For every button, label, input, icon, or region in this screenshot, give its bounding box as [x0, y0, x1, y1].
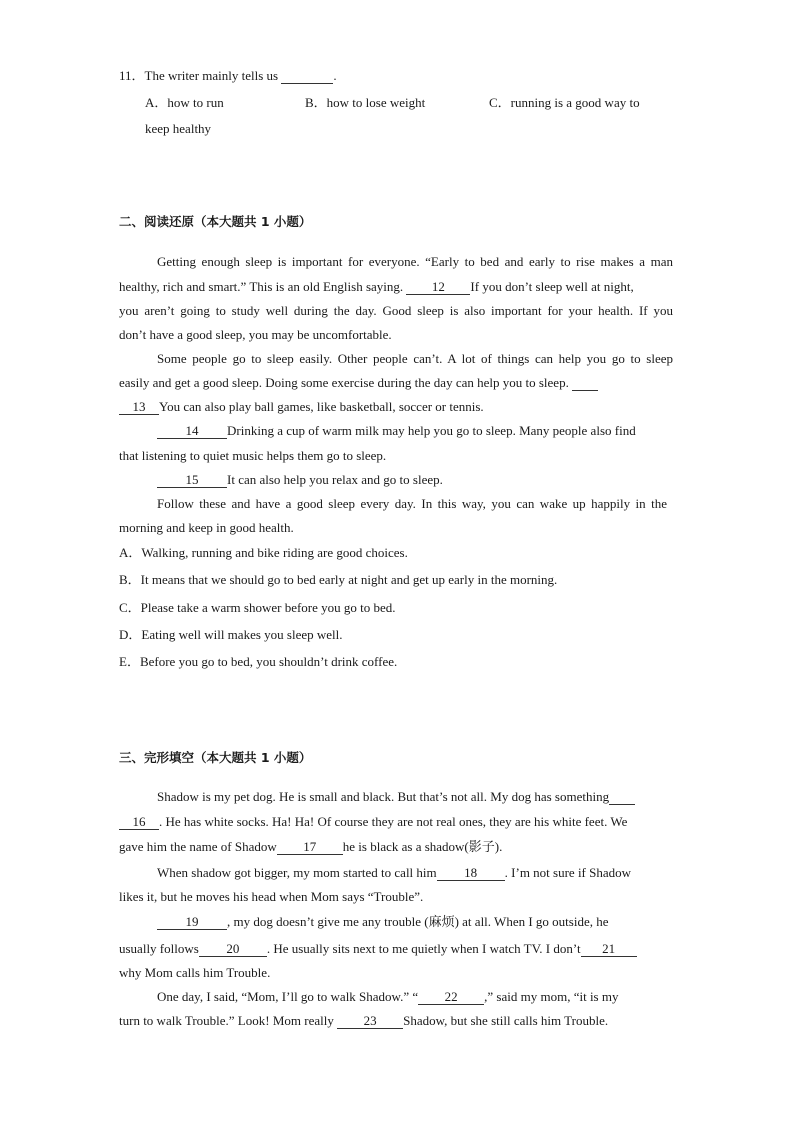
- choice-letter: E．: [119, 654, 140, 669]
- choice-text: It means that we should go to bed early at night and get up early in the morning.: [140, 572, 558, 587]
- passage-line: [119, 1012, 608, 1030]
- question-11-stem: 11．The writer mainly tells us .: [119, 68, 337, 83]
- passage-text: You can also play ball games, like basketball, soccer or tennis.: [159, 399, 484, 414]
- passage-line: [119, 940, 637, 958]
- blank-14: 14: [157, 424, 227, 439]
- choice-d: [119, 626, 342, 644]
- option-c: [489, 94, 640, 112]
- passage-text: . He usually sits next to me quietly when I watch TV. I don’t: [266, 941, 581, 956]
- passage-line: [157, 788, 635, 806]
- passage-line: [119, 278, 634, 296]
- passage-text: One day, I said, “Mom, I’ll go to walk Shadow.” “: [157, 989, 419, 1004]
- blank-21: 21: [581, 942, 637, 957]
- option-c-continued: keep healthy: [145, 121, 212, 136]
- passage-line: you aren’t going to study well during the day. Good sleep is also important for your health. If you: [119, 303, 673, 318]
- passage-line: [119, 374, 598, 392]
- blank-16-start: [609, 790, 635, 805]
- choice-text: Please take a warm shower before you go to bed.: [140, 600, 396, 615]
- question-stem: The writer mainly tells us: [144, 68, 279, 83]
- choice-letter: D．: [119, 627, 142, 642]
- passage-text: It can also help you relax and go to sleep.: [227, 472, 443, 487]
- choice-text: Before you go to bed, you shouldn’t drink coffee.: [139, 654, 398, 669]
- passage-text: easily and get a good sleep. Doing some exercise during the day can help you to sleep.: [119, 375, 569, 390]
- choice-letter: B．: [119, 572, 141, 587]
- passage-text: Drinking a cup of warm milk may help you go to sleep. Many people also find: [227, 423, 636, 438]
- passage-line: [119, 398, 484, 416]
- passage-text: Shadow, but she still calls him Trouble.: [403, 1013, 609, 1028]
- section-2-title: 二、阅读还原（本大题共 1 小题）: [119, 214, 312, 229]
- option-letter: B．: [305, 95, 327, 110]
- passage-line: [119, 813, 627, 831]
- choice-text: Walking, running and bike riding are good choices.: [141, 545, 408, 560]
- passage-line: that listening to quiet music helps them go to sleep.: [119, 448, 387, 463]
- section-3-title: 三、完形填空（本大题共 1 小题）: [119, 750, 312, 765]
- option-text: how to lose weight: [326, 95, 426, 110]
- passage-line: [157, 471, 443, 489]
- choice-e: [119, 653, 397, 671]
- choice-c: [119, 599, 396, 617]
- passage-line: Getting enough sleep is important for everyone. “Early to bed and early to rise makes a man: [157, 254, 673, 269]
- passage-text: , my dog doesn’t give me any trouble (麻烦) at all. When I go outside, he: [227, 914, 609, 929]
- question-number: 11．: [119, 68, 145, 83]
- passage-line: [119, 838, 502, 856]
- choice-letter: A．: [119, 545, 142, 560]
- blank-13: 13: [119, 400, 159, 415]
- blank-12: 12: [406, 280, 470, 295]
- passage-text: ,” said my mom, “it is my: [484, 989, 619, 1004]
- passage-line: [157, 422, 636, 440]
- passage-text: . He has white socks. Ha! Ha! Of course they are not real ones, they are his white feet. We: [159, 814, 628, 829]
- passage-line: [157, 913, 609, 931]
- blank-23: 23: [337, 1014, 403, 1029]
- option-letter: A．: [145, 95, 168, 110]
- passage-line: Some people go to sleep easily. Other people can’t. A lot of things can help you go to sleep: [157, 351, 673, 366]
- passage-line: [157, 988, 618, 1006]
- passage-text: gave him the name of Shadow: [119, 839, 277, 854]
- passage-line: Follow these and have a good sleep every day. In this way, you can wake up happily in the: [157, 496, 667, 511]
- blank-22: 22: [418, 990, 484, 1005]
- option-text: how to run: [167, 95, 224, 110]
- blank-13-start: [572, 376, 598, 391]
- passage-line: don’t have a good sleep, you may be uncomfortable.: [119, 327, 392, 342]
- passage-text: turn to walk Trouble.” Look! Mom really: [119, 1013, 334, 1028]
- choice-b: [119, 571, 557, 589]
- answer-blank: [281, 69, 333, 84]
- passage-line: [157, 864, 631, 882]
- option-b: [305, 94, 425, 112]
- option-letter: C．: [489, 95, 511, 110]
- choice-text: Eating well will makes you sleep well.: [141, 627, 343, 642]
- blank-20: 20: [199, 942, 267, 957]
- passage-text: If you don’t sleep well at night,: [470, 279, 634, 294]
- passage-line: morning and keep in good health.: [119, 520, 294, 535]
- passage-line: likes it, but he moves his head when Mom says “Trouble”.: [119, 889, 424, 904]
- blank-19: 19: [157, 915, 227, 930]
- passage-text: healthy, rich and smart.” This is an old English saying.: [119, 279, 404, 294]
- choice-letter: C．: [119, 600, 141, 615]
- passage-text: . I’m not sure if Shadow: [504, 865, 632, 880]
- choice-a: [119, 544, 408, 562]
- blank-18: 18: [437, 866, 505, 881]
- passage-text: When shadow got bigger, my mom started to call him: [157, 865, 437, 880]
- blank-17: 17: [277, 840, 343, 855]
- blank-15: 15: [157, 473, 227, 488]
- blank-16: 16: [119, 815, 159, 830]
- passage-text: Shadow is my pet dog. He is small and black. But that’s not all. My dog has something: [157, 789, 610, 804]
- option-a: [145, 94, 224, 112]
- passage-text: usually follows: [119, 941, 199, 956]
- passage-line: why Mom calls him Trouble.: [119, 965, 271, 980]
- passage-text: he is black as a shadow(影子).: [342, 839, 503, 854]
- option-text: running is a good way to: [510, 95, 640, 110]
